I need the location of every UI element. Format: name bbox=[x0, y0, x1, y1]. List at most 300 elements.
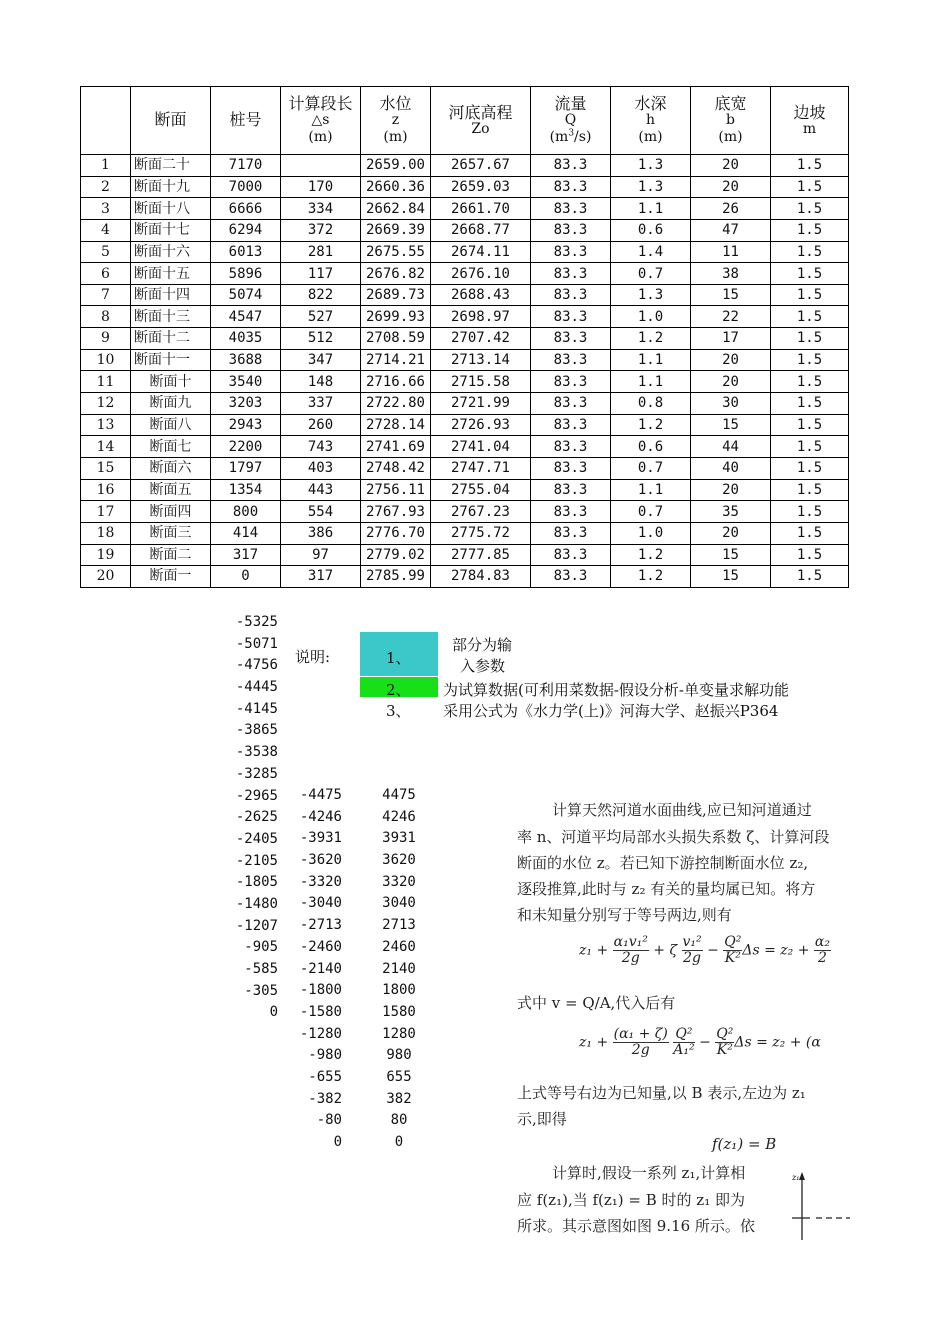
section-name: 断面十六 bbox=[131, 241, 211, 263]
note-2-number: 2、 bbox=[386, 681, 411, 699]
station: 6013 bbox=[211, 241, 281, 263]
station: 317 bbox=[211, 544, 281, 566]
bottom-width: 17 bbox=[691, 328, 771, 350]
note-3-number: 3、 bbox=[386, 702, 411, 720]
header-side-slope: 边坡 m bbox=[771, 87, 849, 155]
segment-length: 148 bbox=[281, 371, 361, 393]
side-slope: 1.5 bbox=[771, 457, 849, 479]
discharge: 83.3 bbox=[531, 566, 611, 588]
offset-value: -4445 bbox=[235, 679, 278, 696]
row-index: 7 bbox=[81, 284, 131, 306]
offset-value: -1805 bbox=[235, 874, 278, 891]
depth: 1.1 bbox=[611, 349, 691, 371]
offset-value: -5071 bbox=[235, 635, 278, 652]
bed-elevation: 2767.23 bbox=[431, 501, 531, 523]
row-index: 9 bbox=[81, 328, 131, 350]
bottom-width: 44 bbox=[691, 436, 771, 458]
table-row bbox=[81, 198, 849, 220]
bed-elevation: 2755.04 bbox=[431, 479, 531, 501]
water-level: 2767.93 bbox=[361, 501, 431, 523]
water-level: 2699.93 bbox=[361, 306, 431, 328]
bottom-width: 20 bbox=[691, 371, 771, 393]
bottom-width: 11 bbox=[691, 241, 771, 263]
bed-elevation: 2674.11 bbox=[431, 241, 531, 263]
side-slope: 1.5 bbox=[771, 479, 849, 501]
equation-3: f(z₁) = B bbox=[712, 1135, 777, 1153]
table-row bbox=[81, 306, 849, 328]
segment-length: 822 bbox=[281, 284, 361, 306]
hydraulic-section-table bbox=[80, 86, 849, 588]
depth: 1.1 bbox=[611, 479, 691, 501]
bottom-width: 30 bbox=[691, 393, 771, 415]
depth: 1.0 bbox=[611, 522, 691, 544]
table-row bbox=[81, 457, 849, 479]
offset-value: -2405 bbox=[235, 830, 278, 847]
water-level: 2748.42 bbox=[361, 457, 431, 479]
table-row bbox=[81, 544, 849, 566]
offset-column-b bbox=[290, 785, 342, 1154]
offset-value: -905 bbox=[244, 939, 278, 956]
scan-line-7: 上式等号右边为已知量,以 B 表示,左边为 z₁ bbox=[517, 1084, 806, 1102]
table-row bbox=[81, 501, 849, 523]
water-level: 2689.73 bbox=[361, 284, 431, 306]
section-name: 断面五 bbox=[131, 479, 211, 501]
discharge: 83.3 bbox=[531, 414, 611, 436]
discharge: 83.3 bbox=[531, 241, 611, 263]
bed-elevation: 2775.72 bbox=[431, 522, 531, 544]
offset-value: -3620 bbox=[299, 852, 342, 869]
note-1-text-2: 入参数 bbox=[460, 657, 506, 675]
header-section: 断面 bbox=[131, 87, 211, 155]
station: 1797 bbox=[211, 457, 281, 479]
side-slope: 1.5 bbox=[771, 219, 849, 241]
table-row bbox=[81, 414, 849, 436]
discharge: 83.3 bbox=[531, 349, 611, 371]
segment-length: 260 bbox=[281, 414, 361, 436]
table-row bbox=[81, 479, 849, 501]
segment-length: 117 bbox=[281, 263, 361, 285]
header-station: 桩号 bbox=[211, 87, 281, 155]
row-index: 1 bbox=[81, 155, 131, 177]
offset-value: -3040 bbox=[299, 895, 342, 912]
water-level: 2728.14 bbox=[361, 414, 431, 436]
side-slope: 1.5 bbox=[771, 263, 849, 285]
water-level: 2662.84 bbox=[361, 198, 431, 220]
bed-elevation: 2713.14 bbox=[431, 349, 531, 371]
section-name: 断面八 bbox=[131, 414, 211, 436]
table-row bbox=[81, 371, 849, 393]
station: 5074 bbox=[211, 284, 281, 306]
station: 2200 bbox=[211, 436, 281, 458]
segment-length: 317 bbox=[281, 566, 361, 588]
bottom-width: 20 bbox=[691, 522, 771, 544]
row-index: 6 bbox=[81, 263, 131, 285]
side-slope: 1.5 bbox=[771, 414, 849, 436]
row-index: 11 bbox=[81, 371, 131, 393]
offset-value: -2713 bbox=[299, 917, 342, 934]
discharge: 83.3 bbox=[531, 176, 611, 198]
water-level: 2785.99 bbox=[361, 566, 431, 588]
scan-line-5: 和未知量分别写于等号两边,则有 bbox=[517, 906, 732, 924]
water-level: 2716.66 bbox=[361, 371, 431, 393]
offset-value: -4475 bbox=[299, 787, 342, 803]
station: 0 bbox=[211, 566, 281, 588]
depth: 1.3 bbox=[611, 155, 691, 177]
station: 4547 bbox=[211, 306, 281, 328]
depth: 0.8 bbox=[611, 393, 691, 415]
water-level: 2659.00 bbox=[361, 155, 431, 177]
section-name: 断面十七 bbox=[131, 219, 211, 241]
scan-line-10: 计算时,假设一系列 z₁,计算相 bbox=[552, 1164, 746, 1182]
bed-elevation: 2657.67 bbox=[431, 155, 531, 177]
water-level: 2714.21 bbox=[361, 349, 431, 371]
bottom-width: 20 bbox=[691, 176, 771, 198]
row-index: 14 bbox=[81, 436, 131, 458]
scan-line-12: 所求。其示意图如图 9.16 所示。依 bbox=[517, 1217, 755, 1235]
segment-length: 347 bbox=[281, 349, 361, 371]
depth: 0.6 bbox=[611, 436, 691, 458]
discharge: 83.3 bbox=[531, 371, 611, 393]
offset-value: 4475 bbox=[382, 787, 416, 803]
offset-value: 3620 bbox=[382, 852, 416, 869]
section-name: 断面二 bbox=[131, 544, 211, 566]
row-index: 12 bbox=[81, 393, 131, 415]
side-slope: 1.5 bbox=[771, 371, 849, 393]
bed-elevation: 2698.97 bbox=[431, 306, 531, 328]
station: 4035 bbox=[211, 328, 281, 350]
table-row bbox=[81, 393, 849, 415]
offset-value: -80 bbox=[316, 1112, 342, 1129]
table-row bbox=[81, 263, 849, 285]
section-name: 断面六 bbox=[131, 457, 211, 479]
bed-elevation: 2777.85 bbox=[431, 544, 531, 566]
offset-value: 2460 bbox=[382, 938, 416, 955]
discharge: 83.3 bbox=[531, 263, 611, 285]
bottom-width: 15 bbox=[691, 544, 771, 566]
table-row bbox=[81, 155, 849, 177]
note-3-text: 采用公式为《水力学(上)》河海大学、赵振兴P364 bbox=[443, 702, 779, 720]
section-name: 断面三 bbox=[131, 522, 211, 544]
station: 3203 bbox=[211, 393, 281, 415]
figure-axis-sketch bbox=[792, 1170, 850, 1240]
segment-length: 281 bbox=[281, 241, 361, 263]
row-index: 20 bbox=[81, 566, 131, 588]
offset-value: 0 bbox=[333, 1134, 342, 1150]
header-depth: 水深 h (m) bbox=[611, 87, 691, 155]
segment-length: 443 bbox=[281, 479, 361, 501]
side-slope: 1.5 bbox=[771, 176, 849, 198]
offset-value: -2625 bbox=[235, 809, 278, 826]
offset-value: -3865 bbox=[235, 722, 278, 739]
offset-value: -1580 bbox=[299, 1003, 342, 1020]
side-slope: 1.5 bbox=[771, 393, 849, 415]
station: 1354 bbox=[211, 479, 281, 501]
bottom-width: 20 bbox=[691, 155, 771, 177]
water-level: 2676.82 bbox=[361, 263, 431, 285]
section-name: 断面十四 bbox=[131, 284, 211, 306]
table-row bbox=[81, 328, 849, 350]
bed-elevation: 2721.99 bbox=[431, 393, 531, 415]
segment-length: 386 bbox=[281, 522, 361, 544]
discharge: 83.3 bbox=[531, 219, 611, 241]
station: 800 bbox=[211, 501, 281, 523]
bottom-width: 40 bbox=[691, 457, 771, 479]
discharge: 83.3 bbox=[531, 501, 611, 523]
table-row bbox=[81, 284, 849, 306]
side-slope: 1.5 bbox=[771, 241, 849, 263]
offset-value: -4756 bbox=[235, 657, 278, 674]
row-index: 17 bbox=[81, 501, 131, 523]
section-name: 断面十八 bbox=[131, 198, 211, 220]
depth: 1.2 bbox=[611, 566, 691, 588]
offset-value: 0 bbox=[394, 1134, 404, 1150]
table-row bbox=[81, 176, 849, 198]
header-water-level: 水位 z (m) bbox=[361, 87, 431, 155]
water-level: 2669.39 bbox=[361, 219, 431, 241]
row-index: 18 bbox=[81, 522, 131, 544]
station: 414 bbox=[211, 522, 281, 544]
offset-column-a bbox=[222, 612, 278, 1024]
discharge: 83.3 bbox=[531, 198, 611, 220]
depth: 0.7 bbox=[611, 501, 691, 523]
section-name: 断面十五 bbox=[131, 263, 211, 285]
section-name: 断面四 bbox=[131, 501, 211, 523]
discharge: 83.3 bbox=[531, 544, 611, 566]
bottom-width: 20 bbox=[691, 349, 771, 371]
row-index: 8 bbox=[81, 306, 131, 328]
water-level: 2722.80 bbox=[361, 393, 431, 415]
bed-elevation: 2688.43 bbox=[431, 284, 531, 306]
bottom-width: 15 bbox=[691, 414, 771, 436]
offset-value: 4246 bbox=[382, 808, 416, 825]
segment-length: 372 bbox=[281, 219, 361, 241]
table-row bbox=[81, 522, 849, 544]
side-slope: 1.5 bbox=[771, 522, 849, 544]
depth: 1.1 bbox=[611, 198, 691, 220]
discharge: 83.3 bbox=[531, 328, 611, 350]
depth: 0.6 bbox=[611, 219, 691, 241]
row-index: 15 bbox=[81, 457, 131, 479]
side-slope: 1.5 bbox=[771, 436, 849, 458]
offset-value: 1580 bbox=[382, 1003, 416, 1020]
segment-length: 743 bbox=[281, 436, 361, 458]
scan-line-4: 逐段推算,此时与 z₂ 有关的量均属已知。将方 bbox=[517, 880, 816, 898]
offset-value: -3538 bbox=[235, 744, 278, 761]
offset-value: 80 bbox=[390, 1112, 408, 1129]
bottom-width: 15 bbox=[691, 566, 771, 588]
offset-value: -3285 bbox=[235, 765, 278, 782]
segment-length: 554 bbox=[281, 501, 361, 523]
offset-value: -4246 bbox=[299, 808, 342, 825]
segment-length: 170 bbox=[281, 176, 361, 198]
water-level: 2708.59 bbox=[361, 328, 431, 350]
note-1-number: 1、 bbox=[386, 649, 411, 667]
offset-value: -2460 bbox=[299, 938, 342, 955]
segment-length: 334 bbox=[281, 198, 361, 220]
side-slope: 1.5 bbox=[771, 198, 849, 220]
discharge: 83.3 bbox=[531, 155, 611, 177]
section-name: 断面七 bbox=[131, 436, 211, 458]
depth: 1.1 bbox=[611, 371, 691, 393]
depth: 1.3 bbox=[611, 176, 691, 198]
section-name: 断面十二 bbox=[131, 328, 211, 350]
bottom-width: 26 bbox=[691, 198, 771, 220]
equation-2: z₁ + $\frac{\text{(α₁ + ζ)}}{2g}$ $\frac{\text{Q²}}{\text{A₁²}}$ − $\frac{\text{Q²}}{\text{K²}}$ Δs = z₂ + (α bbox=[579, 1026, 821, 1058]
table-row bbox=[81, 349, 849, 371]
offset-value: -1800 bbox=[299, 982, 342, 999]
section-name: 断面一 bbox=[131, 566, 211, 588]
offset-value: -305 bbox=[244, 982, 278, 999]
scan-line-11: 应 f(z₁),当 f(z₁) = B 时的 z₁ 即为 bbox=[517, 1191, 745, 1209]
bed-elevation: 2741.04 bbox=[431, 436, 531, 458]
station: 7000 bbox=[211, 176, 281, 198]
segment-length bbox=[281, 155, 361, 177]
side-slope: 1.5 bbox=[771, 155, 849, 177]
bed-elevation: 2668.77 bbox=[431, 219, 531, 241]
offset-value: 0 bbox=[269, 1004, 278, 1021]
note-2-text: 为试算数据(可利用菜数据-假设分析-单变量求解功能 bbox=[443, 681, 789, 699]
depth: 1.2 bbox=[611, 544, 691, 566]
row-index: 10 bbox=[81, 349, 131, 371]
depth: 0.7 bbox=[611, 457, 691, 479]
offset-value: -1280 bbox=[299, 1025, 342, 1042]
offset-value: -5325 bbox=[235, 614, 278, 630]
offset-value: -3320 bbox=[299, 873, 342, 890]
offset-value: -585 bbox=[244, 961, 278, 977]
side-slope: 1.5 bbox=[771, 328, 849, 350]
scan-line-8: 示,即得 bbox=[517, 1110, 567, 1128]
offset-value: -382 bbox=[308, 1090, 342, 1107]
row-index: 16 bbox=[81, 479, 131, 501]
bed-elevation: 2707.42 bbox=[431, 328, 531, 350]
discharge: 83.3 bbox=[531, 436, 611, 458]
table-row bbox=[81, 436, 849, 458]
offset-value: -2140 bbox=[299, 960, 342, 977]
depth: 1.2 bbox=[611, 414, 691, 436]
row-index: 19 bbox=[81, 544, 131, 566]
scan-line-6: 式中 v = Q/A,代入后有 bbox=[517, 994, 676, 1012]
bed-elevation: 2715.58 bbox=[431, 371, 531, 393]
header-bottom-width: 底宽 b (m) bbox=[691, 87, 771, 155]
discharge: 83.3 bbox=[531, 457, 611, 479]
section-name: 断面十一 bbox=[131, 349, 211, 371]
station: 5896 bbox=[211, 263, 281, 285]
header-bed-elevation: 河底高程 Zo bbox=[431, 87, 531, 155]
side-slope: 1.5 bbox=[771, 501, 849, 523]
table-row bbox=[81, 219, 849, 241]
bottom-width: 47 bbox=[691, 219, 771, 241]
section-name: 断面九 bbox=[131, 393, 211, 415]
offset-value: 1800 bbox=[382, 982, 416, 999]
section-name: 断面十三 bbox=[131, 306, 211, 328]
water-level: 2675.55 bbox=[361, 241, 431, 263]
discharge: 83.3 bbox=[531, 306, 611, 328]
offset-value: -1480 bbox=[235, 895, 278, 912]
discharge: 83.3 bbox=[531, 479, 611, 501]
water-level: 2779.02 bbox=[361, 544, 431, 566]
section-name: 断面十九 bbox=[131, 176, 211, 198]
offset-value: -4145 bbox=[235, 700, 278, 717]
water-level: 2660.36 bbox=[361, 176, 431, 198]
offset-value: -3931 bbox=[299, 830, 342, 847]
station: 7170 bbox=[211, 155, 281, 177]
bottom-width: 35 bbox=[691, 501, 771, 523]
offset-value: 2713 bbox=[382, 917, 416, 934]
segment-length: 97 bbox=[281, 544, 361, 566]
depth: 1.0 bbox=[611, 306, 691, 328]
header-segment-length: 计算段长 △s (m) bbox=[281, 87, 361, 155]
bed-elevation: 2747.71 bbox=[431, 457, 531, 479]
water-level: 2741.69 bbox=[361, 436, 431, 458]
offset-value: 2140 bbox=[382, 960, 416, 977]
station: 3540 bbox=[211, 371, 281, 393]
row-index: 13 bbox=[81, 414, 131, 436]
row-index: 4 bbox=[81, 219, 131, 241]
section-name: 断面十 bbox=[131, 371, 211, 393]
depth: 1.4 bbox=[611, 241, 691, 263]
header-index bbox=[81, 87, 131, 155]
discharge: 83.3 bbox=[531, 393, 611, 415]
header-discharge: 流量 Q $(m^3/s)$ bbox=[531, 87, 611, 155]
station: 6294 bbox=[211, 219, 281, 241]
offset-value: 655 bbox=[386, 1068, 412, 1085]
offset-value: -2965 bbox=[235, 787, 278, 804]
offset-value: -980 bbox=[308, 1047, 342, 1064]
equation-1: z₁ + $\frac{\text{α₁v₁²}}{2g}$ + ζ $\frac{\text{v₁²}}{2g}$ − $\frac{\text{Q²}}{\text{K²}}$ Δs = z₂ + $\frac{\text{α₂}}{2}$ bbox=[579, 934, 830, 966]
notes-label: 说明: bbox=[295, 648, 331, 666]
station: 3688 bbox=[211, 349, 281, 371]
offset-value: 1280 bbox=[382, 1025, 416, 1042]
table-row bbox=[81, 566, 849, 588]
bottom-width: 38 bbox=[691, 263, 771, 285]
bed-elevation: 2784.83 bbox=[431, 566, 531, 588]
bottom-width: 22 bbox=[691, 306, 771, 328]
scan-line-1: 计算天然河道水面曲线,应已知河道通过 bbox=[552, 801, 812, 819]
side-slope: 1.5 bbox=[771, 566, 849, 588]
row-index: 3 bbox=[81, 198, 131, 220]
table-row bbox=[81, 241, 849, 263]
offset-column-c bbox=[366, 785, 432, 1154]
scan-line-2: 率 n、河道平均局部水头损失系数 ζ、计算河段 bbox=[517, 828, 830, 846]
segment-length: 403 bbox=[281, 457, 361, 479]
table-header-row bbox=[81, 87, 849, 155]
section-name: 断面二十 bbox=[131, 155, 211, 177]
side-slope: 1.5 bbox=[771, 306, 849, 328]
water-level: 2756.11 bbox=[361, 479, 431, 501]
bed-elevation: 2659.03 bbox=[431, 176, 531, 198]
bed-elevation: 2726.93 bbox=[431, 414, 531, 436]
offset-value: 3320 bbox=[382, 873, 416, 890]
station: 2943 bbox=[211, 414, 281, 436]
water-level: 2776.70 bbox=[361, 522, 431, 544]
depth: 0.7 bbox=[611, 263, 691, 285]
bed-elevation: 2676.10 bbox=[431, 263, 531, 285]
svg-text:z₁: z₁ bbox=[792, 1173, 800, 1182]
bottom-width: 20 bbox=[691, 479, 771, 501]
side-slope: 1.5 bbox=[771, 544, 849, 566]
offset-value: 3040 bbox=[382, 895, 416, 912]
segment-length: 527 bbox=[281, 306, 361, 328]
offset-value: 3931 bbox=[382, 830, 416, 847]
row-index: 5 bbox=[81, 241, 131, 263]
segment-length: 512 bbox=[281, 328, 361, 350]
offset-value: 382 bbox=[386, 1090, 412, 1107]
row-index: 2 bbox=[81, 176, 131, 198]
offset-value: -655 bbox=[308, 1068, 342, 1085]
offset-value: 980 bbox=[386, 1047, 412, 1064]
bottom-width: 15 bbox=[691, 284, 771, 306]
station: 6666 bbox=[211, 198, 281, 220]
